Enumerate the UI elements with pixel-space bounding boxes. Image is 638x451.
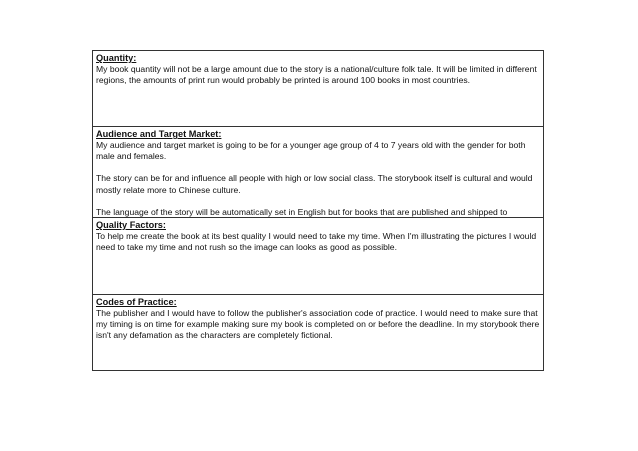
section-paragraph: My audience and target market is going to be for a younger age group of 4 to 7 years old with the gender for both male and females. xyxy=(96,140,526,162)
section-paragraph: The publisher and I would have to follow the publisher's association code of practice. I would need to make sure that my timing is on time for example making sure my book is completed on or before the deadline. In my storybook there isn't any defamation as the characters are completely fictional. xyxy=(96,308,540,341)
section-quantity xyxy=(93,51,543,127)
section-audience-target-market xyxy=(93,127,543,218)
section-paragraph: To help me create the book at its best quality I would need to take my time. When I'm illustrating the pictures I would need to take my time and not rush so the image can looks as good as possible. xyxy=(96,231,537,253)
section-heading: Quantity: xyxy=(96,53,137,63)
section-paragraph: The language of the story will be automatically set in English but for books that are published and shipped to xyxy=(96,206,508,217)
section-codes-of-practice xyxy=(93,295,543,370)
section-paragraph: My book quantity will not be a large amount due to the story is a national/culture folk tale. It will be limited in different regions, the amounts of print run would probably be printed is around 100 books in most countries. xyxy=(96,64,537,86)
section-heading: Quality Factors: xyxy=(96,220,166,230)
section-paragraph: The story can be for and influence all people with high or low social class. The storybook itself is cultural and would mostly relate more to Chinese culture. xyxy=(96,173,533,195)
section-heading: Audience and Target Market: xyxy=(96,129,222,139)
section-heading: Codes of Practice: xyxy=(96,297,177,307)
document-table xyxy=(92,50,544,371)
section-quality-factors xyxy=(93,218,543,295)
